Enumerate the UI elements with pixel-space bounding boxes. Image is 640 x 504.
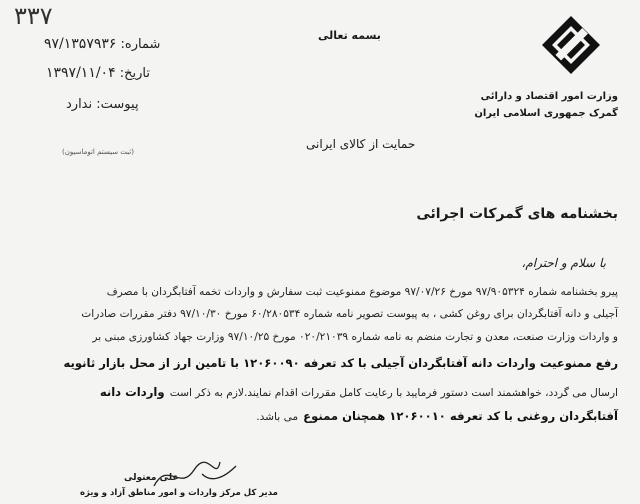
body-line-6-bold: آفتابگردان روغنی با کد تعرفه ۱۲۰۶۰۰۱۰ همچنان ممنوع xyxy=(303,409,618,423)
handwritten-number: ۳۳۷ xyxy=(14,2,53,30)
circular-title: بخشنامه های گمرکات اجرائی xyxy=(416,206,618,222)
body-line-3: و واردات وزارت صنعت، معدن و تجارت منضم به نامه شماره ۰۲۰/۲۱۰۳۹ مورخ ۹۷/۱۰/۲۵ وزارت جهاد کشاورزی مبنی بر xyxy=(92,331,618,343)
ministry-name: وزارت امور اقتصاد و دارائی xyxy=(480,91,618,102)
date-value: ۱۳۹۷/۱۱/۰۴ xyxy=(46,65,116,81)
bismillah-heading: بسمه تعالی xyxy=(318,29,381,42)
system-stamp: (ثبت سیستم اتوماسیون) xyxy=(62,148,134,156)
body-line-5-bold: واردات دانه xyxy=(99,385,165,399)
body-line-5 xyxy=(100,381,618,400)
body-line-1: پیرو بخشنامه شماره ۹۷/۹۰۵۳۲۴ مورخ ۹۷/۰۷/۲۶ موضوع ممنوعیت ثبت سفارش و واردات تخمه آفتابگردان با مصرف xyxy=(106,286,618,298)
letter-number-row xyxy=(44,36,160,52)
body-line-2: آجیلی و دانه آفتابگردان برای روغن کشی ، به پیوست تصویر نامه شماره ۶۰/۲۸۰۵۳۴ مورخ ۹۷/۱۰/۳۰ دفتر مقررات صادرات xyxy=(81,308,618,320)
support-slogan: حمایت از کالای ایرانی xyxy=(306,137,416,151)
letter-attachment-row xyxy=(66,97,139,112)
body-bold-line: رفع ممنوعیت واردات دانه آفتابگردان آجیلی با کد تعرفه ۱۲۰۶۰۰۹۰ با تامین ارز از محل بازار ثانویه xyxy=(63,356,618,370)
customs-emblem-icon xyxy=(540,14,602,76)
attachment-label: پیوست: xyxy=(96,97,139,112)
body-line-5-text: ارسال می گردد، خواهشمند است دستور فرمایید با رعایت کامل مقررات اقدام نمایند.لازم به ذکر است xyxy=(169,387,618,399)
signature-scribble-icon xyxy=(150,452,240,496)
number-value: ۹۷/۱۳۵۷۹۳۶ xyxy=(44,36,117,52)
body-line-6 xyxy=(256,405,618,424)
customs-name: گمرک جمهوری اسلامی ایران xyxy=(474,108,618,119)
letter-date-row xyxy=(46,65,150,81)
body-line-6-text: می باشد. xyxy=(256,411,299,423)
attachment-value: ندارد xyxy=(66,97,93,112)
number-label: شماره: xyxy=(120,37,161,52)
signatory-title: مدیر کل مرکز واردات و امور مناطق آزاد و ویژه xyxy=(80,488,278,498)
greeting: با سلام و احترام، xyxy=(521,256,606,270)
signatory-name: علی معتولی xyxy=(124,473,179,483)
date-label: تاریخ: xyxy=(119,66,150,81)
